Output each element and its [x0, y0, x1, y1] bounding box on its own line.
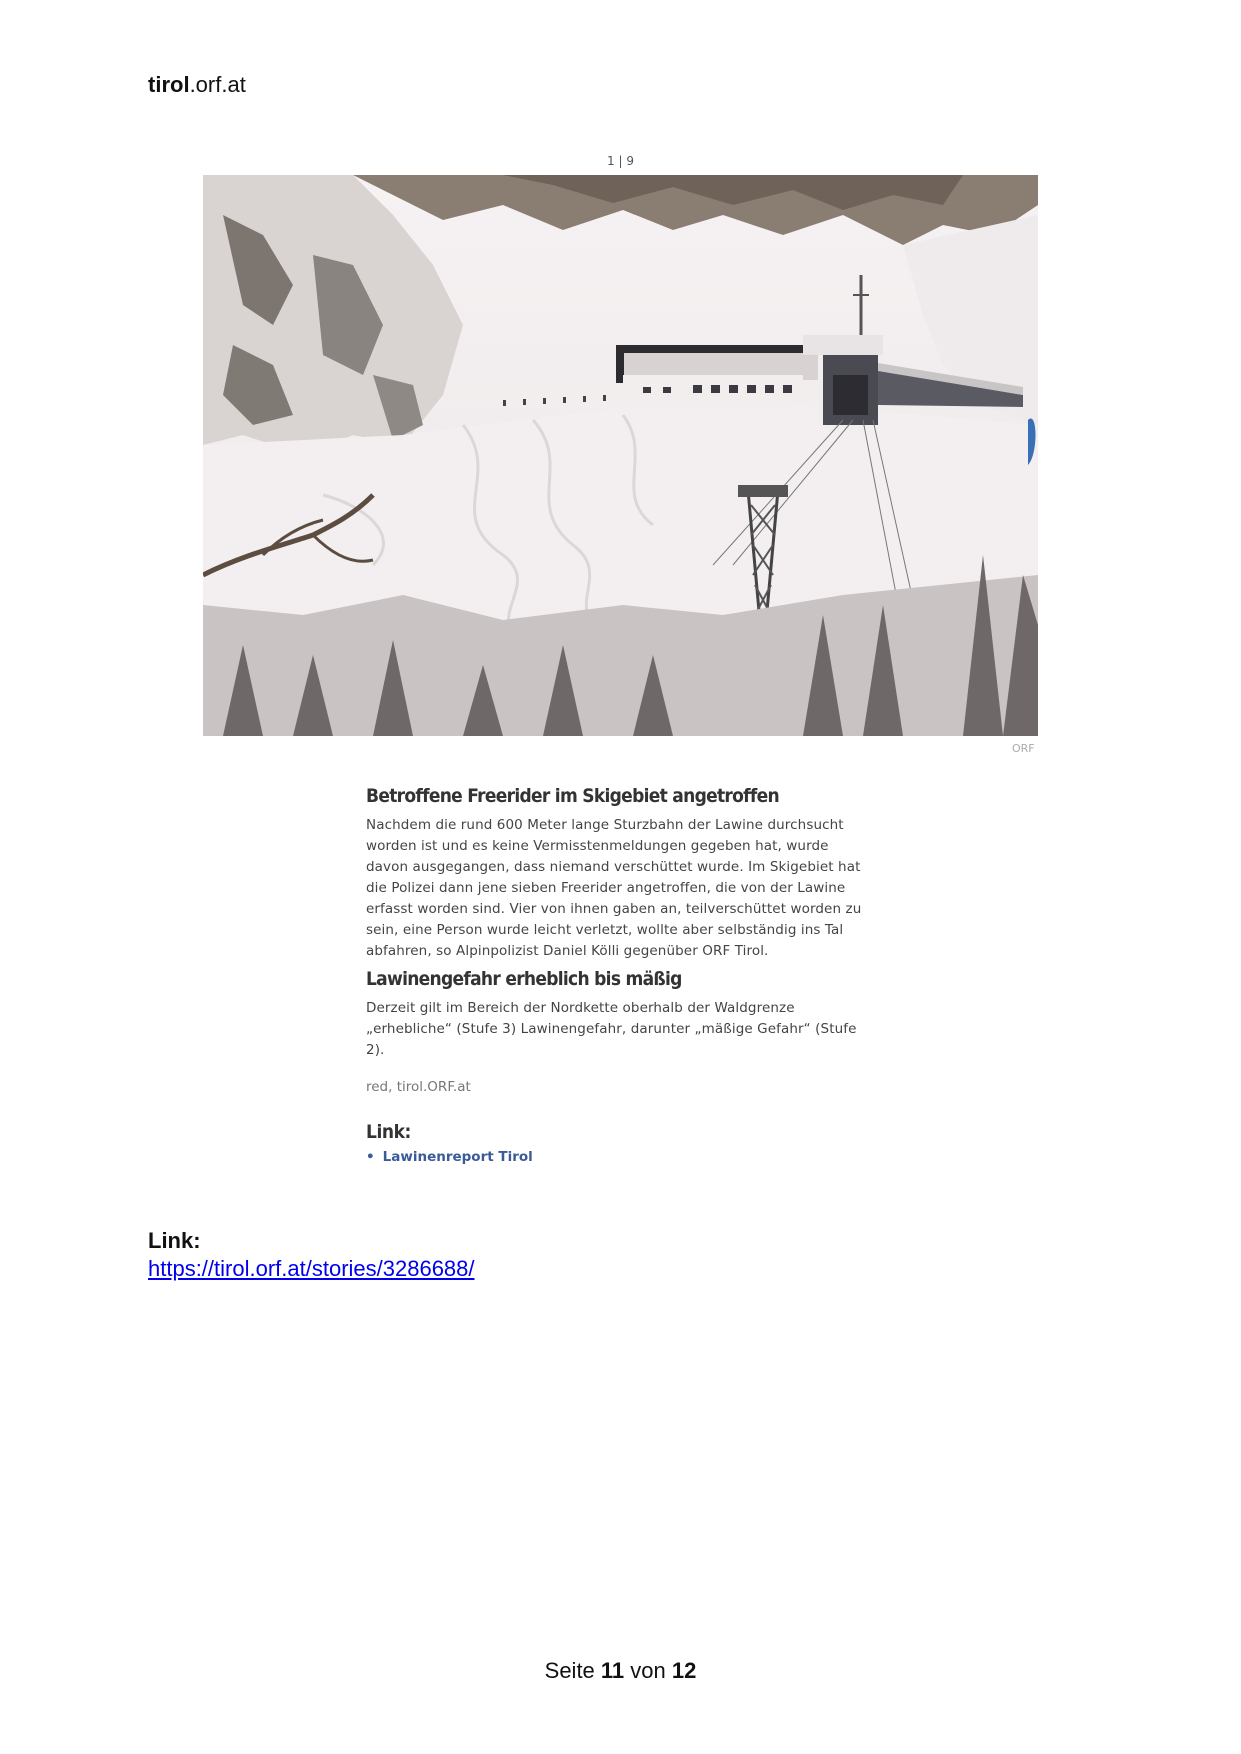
site-name-domain: .orf.at: [189, 72, 246, 97]
link-lawinenreport-tirol[interactable]: [366, 1149, 866, 1165]
article-byline: red, tirol.ORF.at: [366, 1079, 471, 1095]
source-link-label: Link:: [148, 1228, 201, 1253]
page-footer: [0, 1658, 1241, 1684]
article-links-list: [366, 1149, 866, 1165]
site-header: [148, 72, 246, 98]
footer-page-number: 11: [600, 1658, 625, 1683]
gallery-counter: 1 | 9: [607, 154, 634, 168]
link-label: Lawinenreport Tirol: [382, 1149, 533, 1165]
article-body: [366, 785, 866, 1165]
footer-middle: von: [624, 1658, 672, 1683]
article-links-heading: Link:: [366, 1121, 411, 1143]
article-heading-freerider: Betroffene Freerider im Skigebiet angetroffen: [366, 785, 779, 807]
source-link-url[interactable]: https://tirol.orf.at/stories/3286688/: [148, 1256, 475, 1281]
article-paragraph-1: Nachdem die rund 600 Meter lange Sturzbahn der Lawine durchsucht worden ist und es keine Vermisstenmeldungen gegeben hat, wurde davon ausgegangen, dass niemand verschüttet wurde. Im Skigebiet hat die Polizei dann jene sieben Freerider angetroffen, die von der Lawine erfasst worden sind. Vier von ihnen gaben an, teilverschüttet worden zu sein, eine Person wurde leicht verletzt, wollte aber selbständig ins Tal abfahren, so Alpinpolizist Daniel Kölli gegenüber ORF Tirol.: [366, 817, 862, 959]
footer-prefix: Seite: [544, 1658, 601, 1683]
article-heading-lawinengefahr: Lawinengefahr erheblich bis mäßig: [366, 968, 682, 990]
article-photo[interactable]: [203, 175, 1038, 736]
footer-total-pages: 12: [671, 1658, 697, 1683]
article-paragraph-2: Derzeit gilt im Bereich der Nordkette oberhalb der Waldgrenze „erhebliche“ (Stufe 3) Lawinengefahr, darunter „mäßige Gefahr“ (Stufe 2).: [366, 1000, 857, 1058]
bullet-icon: •: [366, 1149, 375, 1165]
photo-credit: ORF: [1012, 742, 1035, 755]
photo-ski-station-image: [203, 175, 1038, 736]
article-links: [366, 1121, 866, 1165]
site-name-bold: tirol: [148, 72, 190, 97]
